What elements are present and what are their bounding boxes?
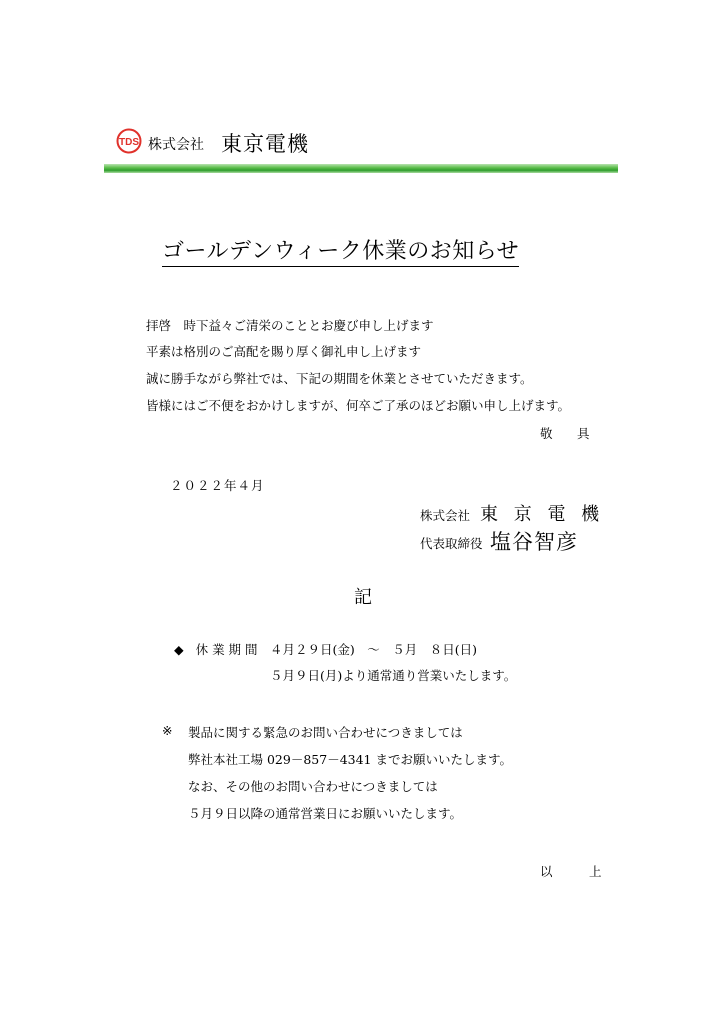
note-line: 製品に関する緊急のお問い合わせにつきましては xyxy=(188,725,463,740)
holiday-period-text: 休 業 期 間 ４月２９日(金) ～ ５月 ８日(日) xyxy=(195,642,478,657)
holiday-resume-text: ５月９日(月)より通常通り営業いたします。 xyxy=(270,668,517,683)
greeting-line: 平素は格別のご高配を賜り厚く御礼申し上げます xyxy=(146,344,422,359)
company-name: 東京電機 xyxy=(221,132,309,156)
diamond-bullet-icon: ◆ xyxy=(174,642,184,657)
holiday-period xyxy=(174,640,477,658)
signature-role: 代表取締役 xyxy=(420,536,483,551)
header-divider xyxy=(104,164,618,173)
notice-date: ２０２２年４月 xyxy=(170,478,265,493)
signature-company-label: 株式会社 xyxy=(420,508,471,523)
page-title: ゴールデンウィーク休業のお知らせ xyxy=(162,234,519,267)
closing-keigu: 敬 具 xyxy=(540,426,596,441)
signature-company-name: 東 京 電 機 xyxy=(480,504,605,525)
company-prefix: 株式会社 xyxy=(148,137,204,153)
greeting-line: 拝啓 時下益々ご清栄のこととお慶び申し上げます xyxy=(146,318,434,333)
ki-heading: 記 xyxy=(354,587,372,608)
svg-text:TDS: TDS xyxy=(119,137,139,148)
note-line: 弊社本社工場 029－857－4341 までお願いいたします。 xyxy=(188,752,512,767)
company-logo xyxy=(116,128,142,154)
closing-ijou: 以 上 xyxy=(540,864,614,879)
greeting-line: 皆様にはご不便をおかけしますが、何卒ご了承のほどお願い申し上げます。 xyxy=(146,398,571,413)
greeting-line: 誠に勝手ながら弊社では、下記の期間を休業とさせていただきます。 xyxy=(146,371,533,386)
signature-person: 塩谷智彦 xyxy=(490,530,578,554)
note-mark: ※ xyxy=(162,723,173,738)
note-line: なお、その他のお問い合わせにつきましては xyxy=(188,779,438,794)
note-line: ５月９日以降の通常営業日にお願いいたします。 xyxy=(188,806,463,821)
